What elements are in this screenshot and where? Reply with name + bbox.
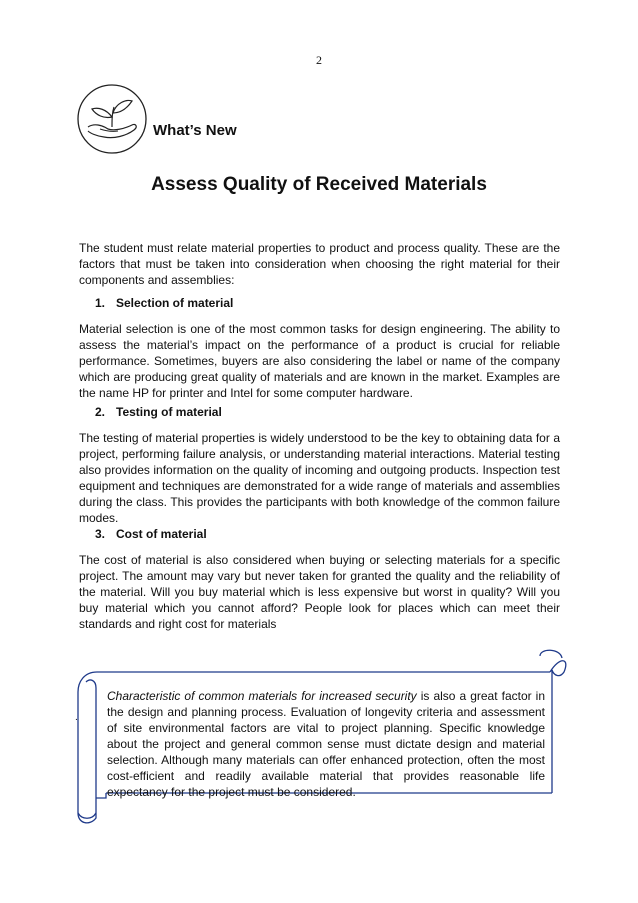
- intro-paragraph: The student must relate material properties to product and process quality. These are the factors that must be taken into consideration when choosing the right material for their components and assemblies:: [79, 241, 560, 287]
- page-title: Assess Quality of Received Materials: [151, 174, 487, 195]
- section-heading-cost: [95, 527, 207, 541]
- section-heading-text: Selection of material: [116, 296, 234, 310]
- section-heading-text: Cost of material: [116, 527, 207, 541]
- section-paragraph-selection: Material selection is one of the most common tasks for design engineering. The ability to assess the material’s impact on the performance of a product is crucial for reliable performance. Sometimes, buyers are also considering the label or name of the company which are producing great quality of materials and are known in the market. Examples are the name HP for printer and Intel for some computer hardware.: [79, 322, 560, 400]
- section-heading-testing: [95, 405, 222, 419]
- scroll-dot: .: [75, 712, 78, 723]
- section-number: 2.: [95, 405, 106, 419]
- callout-paragraph: [107, 688, 545, 800]
- callout-text: is also a great factor in the design and planning process. Evaluation of longevity criteria and assessment of site environmental factors are vital to project planning. Specific knowledge about the project and general common sense must dictate design and material selection. Although many materials can offer enhanced protection, often the most cost-efficient and readily available material that provides reasonable life expectancy for the project must be considered.: [107, 689, 545, 799]
- section-label: What’s New: [153, 122, 237, 139]
- section-paragraph-testing: The testing of material properties is widely understood to be the key to obtaining data for a project, performing failure analysis, or understanding material interactions. Material testing also provides information on the quality of incoming and outgoing products. Inspection test equipment and techniques are demonstrated for a wide range of materials and assemblies during the class. This provides the participants with both knowledge of the common failure modes.: [79, 431, 560, 525]
- section-heading-text: Testing of material: [116, 405, 222, 419]
- hands-holding-plant-icon: [76, 83, 148, 155]
- section-paragraph-cost: The cost of material is also considered when buying or selecting materials for a specific project. The amount may vary but never taken for granted the quality and the reliability of the material. Will you buy material which is less expensive but worst in quality? Will you buy material which you cannot afford? People look for places which can meet their standards and right cost for materials: [79, 553, 560, 631]
- section-number: 1.: [95, 296, 106, 310]
- section-heading-selection: [95, 296, 233, 310]
- callout-emphasis: Characteristic of common materials for increased security: [107, 689, 417, 703]
- section-number: 3.: [95, 527, 106, 541]
- page-number: 2: [316, 53, 322, 67]
